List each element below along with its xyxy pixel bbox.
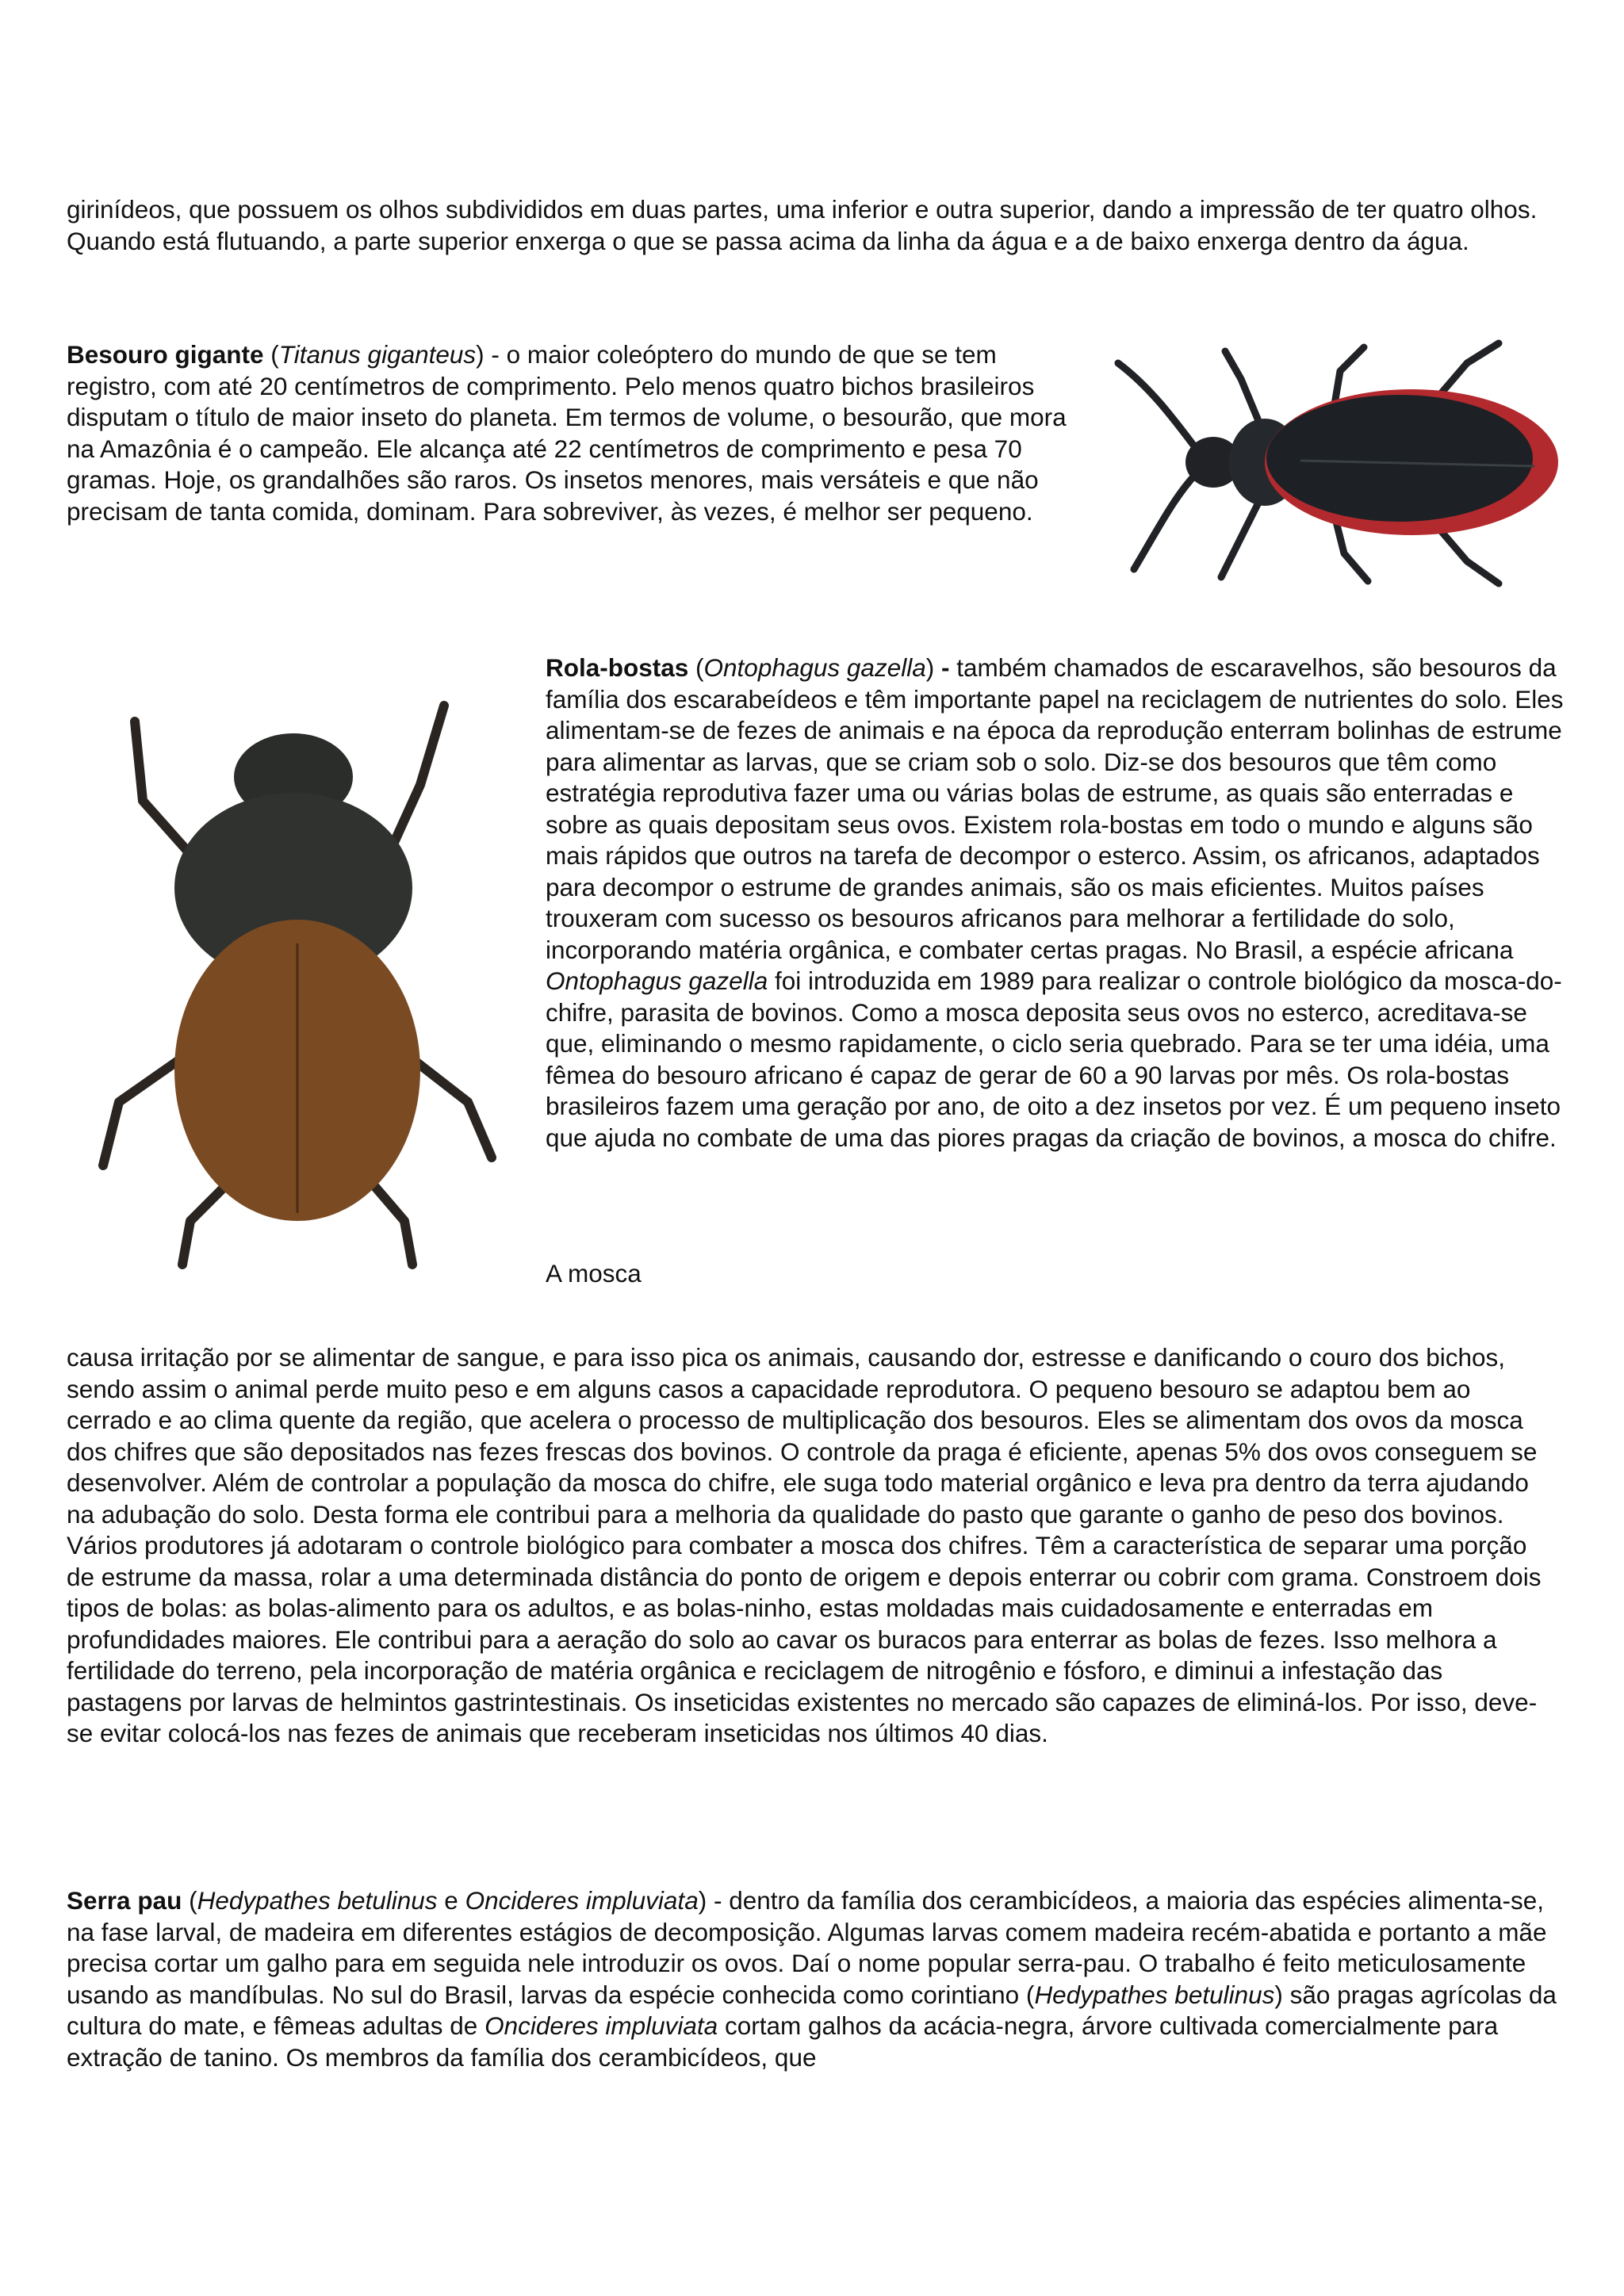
titanus-paragraph — [67, 339, 1090, 527]
serra-species-2: Oncideres impluviata — [465, 1886, 699, 1915]
rola-species: Ontophagus gazella — [703, 653, 926, 682]
serra-body-3: cortam galhos da acácia-negra, árvore cultivada comercialmente para extração de tanino. Os membros da família dos cerambicídeos, que — [67, 2011, 1499, 2072]
rola-body-2: foi introduzida em 1989 para realizar o controle biológico da mosca-do-chifre, parasita de bovinos. Como a mosca deposita seus ovos no esterco, acreditava-se que, eliminando o mesmo rapidamente, o ciclo seria quebrado. Para se ter uma idéia, uma fêmea do besouro africano é capaz de gerar de 60 a 90 larvas por mês. Os rola-bostas brasileiros fazem uma geração por ano, de oito a dez insetos por vez. É um pequeno inseto que ajuda no combate de uma das piores pragas da criação de bovinos, a mosca do chifre. — [546, 966, 1562, 1152]
serra-and: e — [437, 1886, 465, 1915]
serra-body-2: ) são pragas agrícolas da cultura do mate, e fêmeas adultas de — [67, 1980, 1557, 2040]
titanus-title: Besouro gigante — [67, 340, 264, 369]
mosca-lead: A mosca — [546, 1259, 642, 1288]
titanus-leg-front-up — [1225, 351, 1261, 427]
serra-title: Serra pau — [67, 1886, 182, 1915]
rola-title: Rola-bostas — [546, 653, 689, 682]
serra-species-4: Oncideres impluviata — [485, 2011, 718, 2040]
serra-body-1: ) - dentro da família dos cerambicídeos, a maioria das espécies alimenta-se, na fase larval, de madeira em diferentes estágios de decomposição. Algumas larvas comem madeira recém-abatida e portanto a mãe precisa cortar um galho para em seguida nele introduzir os ovos. Daí o nome popular serra-pau. O trabalho é feito meticulosamente usando as mandíbulas. No sul do Brasil, larvas da espécie conhecida como corintiano ( — [67, 1886, 1547, 2009]
titanus-open: ( — [263, 340, 279, 369]
rola-open: ( — [688, 653, 704, 682]
titanus-elytra — [1266, 395, 1533, 522]
mosca-paragraph — [67, 1342, 1557, 1750]
titanus-body: ) - o maior coleóptero do mundo de que se tem registro, com até 20 centímetros de comprimento. Pelo menos quatro bichos brasileiros disputam o título de maior inseto do planeta. Em termos de volume, o besourão, que mora na Amazônia é o campeão. Ele alcança até 22 centímetros de comprimento e pesa 70 gramas. Hoje, os grandalhões são raros. Os insetos menores, mais versáteis e que não precisam de tanta comida, dominam. Para sobreviver, às vezes, é melhor ser pequeno. — [67, 340, 1067, 526]
titanus-antenna-upper — [1118, 363, 1197, 450]
rola-bostas-paragraph — [546, 652, 1568, 1154]
rola-body-1: também chamados de escaravelhos, são besouros da família dos escarabeídeos e têm importante papel na reciclagem de nutrientes do solo. Eles alimentam-se de fezes de animais e na época da reprodução enterram bolinhas de estrume para alimentar as larvas, que se criam sob o solo. Diz-se dos besouros que têm como estratégia reprodutiva fazer uma ou várias bolas de estrume, as quais são enterradas e sobre as quais depositam seus ovos. Existem rola-bostas em todo o mundo e alguns são mais rápidos que outros na tarefa de decompor o esterco. Assim, os africanos, adaptados para decompor o estrume de grandes animais, são os mais eficientes. Muitos países trouxeram com sucesso os besouros africanos para melhorar a fertilidade do solo, incorporando matéria orgânica, e combater certas pragas. No Brasil, a espécie africana — [546, 653, 1564, 964]
rola-species-2: Ontophagus gazella — [546, 966, 768, 995]
titanus-antenna-lower — [1134, 474, 1196, 569]
rola-dash: - — [941, 653, 950, 682]
serra-pau-paragraph — [67, 1885, 1557, 2073]
serra-species-3: Hedypathes betulinus — [1034, 1980, 1275, 2009]
intro-text: girinídeos, que possuem os olhos subdivididos em duas partes, uma inferior e outra superior, dando a impressão de ter quatro olhos. Quando está flutuando, a parte superior enxerga o que se passa acima da linha da água e a de baixo enxerga dentro da água. — [67, 195, 1538, 255]
serra-species-1: Hedypathes betulinus — [197, 1886, 438, 1915]
rola-bostas-beetle-image — [71, 674, 523, 1276]
titanus-beetle-image — [1102, 331, 1570, 593]
intro-paragraph — [67, 194, 1557, 257]
rola-close: ) — [925, 653, 941, 682]
mosca-lead-text — [546, 1258, 1021, 1290]
mosca-text: causa irritação por se alimentar de sangue, e para isso pica os animais, causando dor, estresse e danificando o couro dos bichos, sendo assim o animal perde muito peso e em alguns casos a capacidade reprodutora. O pequeno besouro se adaptou bem ao cerrado e ao clima quente da região, que acelera o processo de multiplicação dos besouros. Eles se alimentam dos ovos da mosca dos chifres que são depositados nas fezes frescas dos bovinos. O controle da praga é eficiente, apenas 5% dos ovos conseguem se desenvolver. Além de controlar a população da mosca do chifre, ele suga todo material orgânico e leva pra dentro da terra ajudando na adubação do solo. Desta forma ele contribui para a melhoria da qualidade do pasto que garante o ganho de peso dos bovinos. Vários produtores já adotaram o controle biológico para combater a mosca dos chifres. Têm a característica de separar uma porção de estrume da massa, rolar a uma determinada distância do ponto de origem e depois enterrar ou cobrir com grama. Constroem dois tipos de bolas: as bolas-alimento para os adultos, e as bolas-ninho, estas moldadas mais cuidadosamente e enterradas em profundidades maiores. Ele contribui para a aeração do solo ao cavar os buracos para enterrar as bolas de fezes. Isso melhora a fertilidade do terreno, pela incorporação de matéria orgânica e reciclagem de nitrogênio e fósforo, e diminui a infestação das pastagens por larvas de helmintos gastrintestinais. Os inseticidas existentes no mercado são capazes de eliminá-los. Por isso, deve-se evitar colocá-los nas fezes de animais que receberam inseticidas nos últimos 40 dias. — [67, 1343, 1542, 1747]
serra-open: ( — [182, 1886, 197, 1915]
titanus-species: Titanus giganteus — [278, 340, 477, 369]
titanus-leg-front-down — [1221, 498, 1261, 577]
